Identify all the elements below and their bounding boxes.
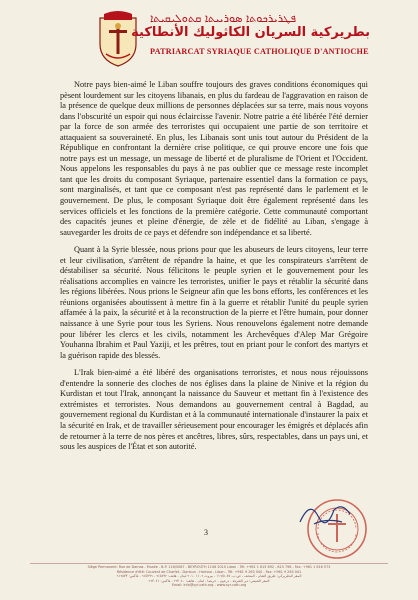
page-number: 3 xyxy=(204,528,208,537)
footer-address-summer: Résidence d'été: Couvent de Charfet - Darioun - Harissa - Liban - Tél: +961 9 263 040 - Fax: +961 9 263 041 xyxy=(116,569,302,574)
paragraph-lebanon: Notre pays bien-aimé le Liban souffre toujours des graves conditions économiques qui pèsent lourdement sur les citoyens libanais, en plus du fardeau de l'aggravation en raison de la présence de quelque deux millions de personnes déplacées sur sa terre, mais nous voyons dans l'obscurité un espoir qui nous éclaircisse l'avenir. Notre patrie a été libérée l'été dernier par la force de son armée des terroristes qui occupaient une partie de son territoire et attaquaient sa souveraineté. En plus, les Libanais sont unis tout autour du Président de la République en confrontant la dernière crise politique, ce qui prouve encore une fois que notre pays est un message, un message de liberté et de pluralisme de l'Orient et l'Occident. Nous appelons les responsables du pays à ne pas oublier que ce message reste incomplet tant que les droits du composant Syriaque, partenaire essentiel dans la formation ce pays, sont marginalisés, et tant que ce composant n'est pas représenté dans le parlement et le gouvernement. De plus, le composant Syriaque doit être également représenté dans les services officiels et les fonctions de la première catégorie. Cette communauté comportant des capacités jeunes et pleine d'énergie, de zèle et de fidélité au Liban, s'engage à sauvegarder les droits de ce pays et défendre son indépendance et sa liberté. xyxy=(60,80,368,237)
letterhead-arabic-title: بطريركية السريان الكاثوليك الأنطاكية xyxy=(131,25,370,40)
footer-contact: Email: info@syr-cath.org - www.syr-cath.org xyxy=(171,583,247,588)
footer-address-arabic-summer: المقر الصيفي: دير الشرفة - درعون - حريصا - لبنان - هاتف: ٢٦٣٠٤٠ - فاكس: ٢٦٣٠٤١ xyxy=(148,578,270,583)
paragraph-syria: Quant à la Syrie blessée, nous prions pour que les abuseurs de leurs citoyens, leur terre et leur civilisation, s'arrêtent de répandre la haine, et que les conspirateurs s'arrêtent de déstabiliser sa sécurité. Nous félicitons le peuple syrien et le gouvernement pour les réalisations accomplies en vaincre les terroristes, unifier le pays et rétablir la sécurité dans les régions libérées. Nous prions le Seigneur afin que les bons efforts, les conférences et les réunions organisées aboutissent à mettre fin à la guerre et rétablir l'unité du peuple syrien affamée à la paix, la sécurité et à la reconstruction de la pierre et l'être humain, pour donner naissance à une Syrie pour tous les Syriens. Nous renouvelons également notre demande pour libérer les clercs et les civils, notamment les Archevêques d'Alep Mar Grégoire Youhanna Ibrahim et Paul Yaziji, et les prêtres, tout en priant pour le confort des martyrs et la guérison rapide des blessés. xyxy=(60,245,368,360)
footer-divider xyxy=(30,563,388,564)
letterhead-footer xyxy=(30,565,388,588)
signature-icon xyxy=(296,492,356,532)
footer-address-main: Siège Permanent: Rue de Damas - Musée - B.P. 116/5087 - BEYROUTH 1106 2010 Liban - Tél: +961 1 615 892 - 615 796 - Fax: +961 1 616 573 xyxy=(87,565,331,569)
letterhead-french-title: PATRIARCAT SYRIAQUE CATHOLIQUE D'ANTIOCHE xyxy=(150,47,369,56)
footer-address-arabic: المقر البطريركي: طريق الشام - المتحف - ص.ب. ١١٦/٥٠٨٧ - بيروت ١١٠٦ ٢٠١٠ لبنان - هاتف: ٦١٥٨٩٢ - ٦١٥٧٩٦ - فاكس: ٦١٦٥٧٣ xyxy=(116,574,302,579)
paragraph-iraq: L'Irak bien-aimé a été libéré des organisations terroristes, et nous nous réjouissons d'entendre la sonnerie des cloches de nos églises dans la plaine de Ninive et la région du Kurdistan et tout l'Irak, annonçant la naissance du Sauveur et mettant fin à l'existence des extrémistes et terroristes. Nous demandons au gouvernement central à Bagdad, au gouvernement regional du Kurdistan et à la communauté internationale d'instaurer la paix et la sécurité en Irak, et de travailler sérieusement pour encourager les émigrés et déplacés afin de retourner à la terre de nos pères et ancêtres, libres, sûrs, respectables, dans un pays uni, et sous les auspices de l'État et son autorité. xyxy=(60,368,368,452)
letterhead-syriac-title: ܦܛܪܝܪܟܘܬܐ ܣܘܪܝܝܬܐ ܩܬܘܠܝܩܝܬܐ xyxy=(150,12,296,25)
letter-body xyxy=(60,80,368,460)
